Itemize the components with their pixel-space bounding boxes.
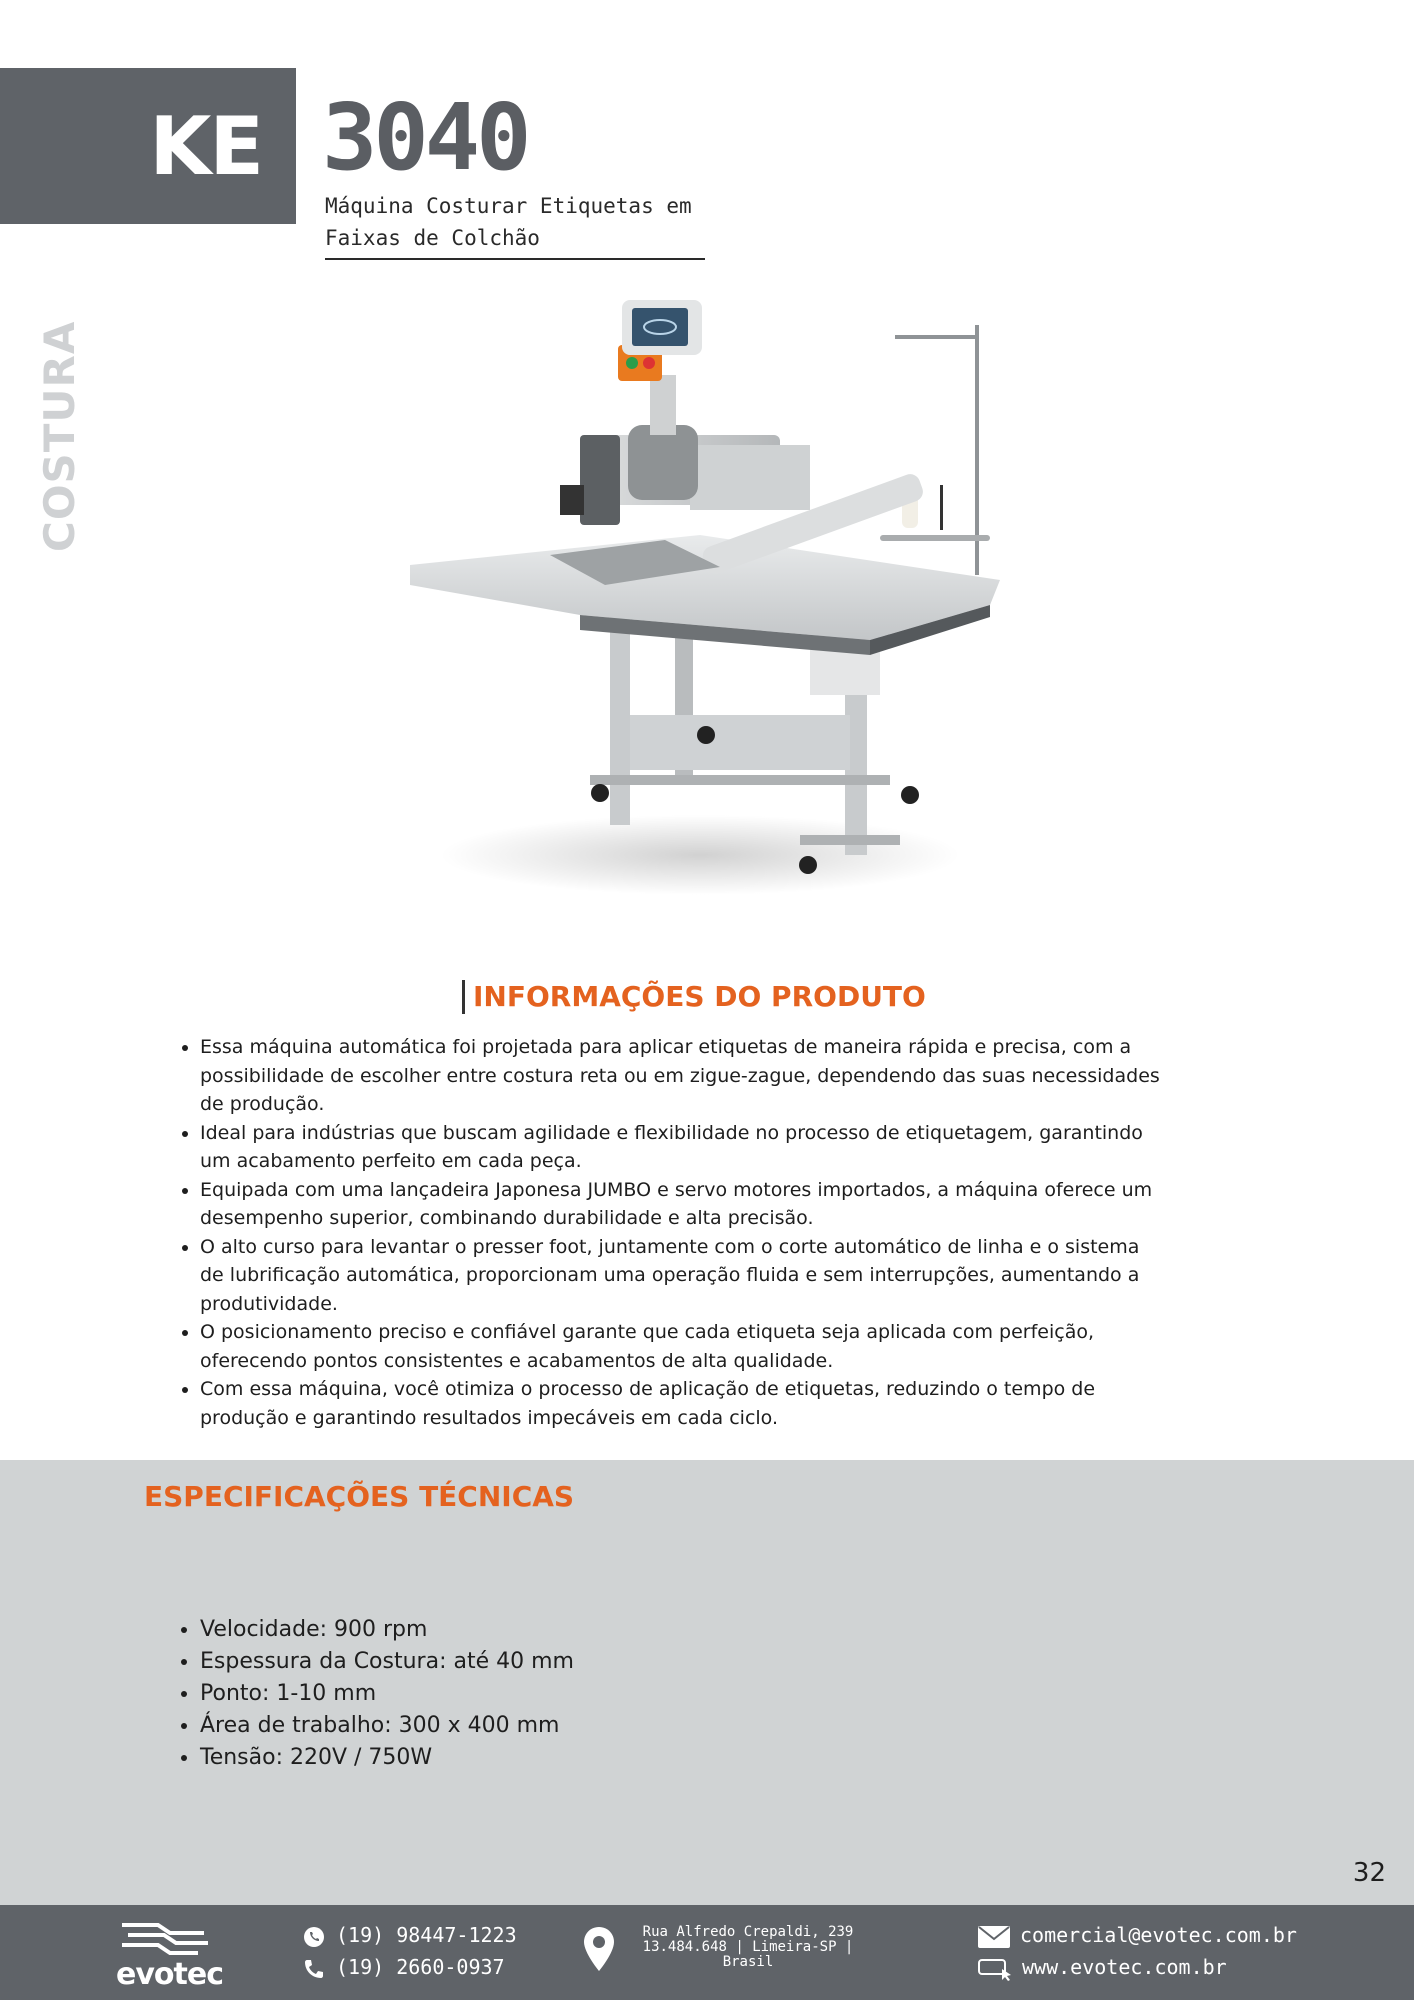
address-line-2: 13.484.648 | Limeira-SP | xyxy=(642,1939,854,1955)
page-number: 32 xyxy=(1352,1858,1386,1888)
list-item: • Área de trabalho: 300 x 400 mm xyxy=(200,1710,574,1742)
website-contact[interactable] xyxy=(978,1955,1227,1981)
address-line-1: Rua Alfredo Crepaldi, 239 xyxy=(642,1924,854,1940)
footer xyxy=(0,1905,1414,2000)
list-item: • O alto curso para levantar o presser foot, juntamente com o corte automático de linha e o sistema de lubrificação automática, proporcionam uma operação fluida e sem interrupções, aumentando a produtividade. xyxy=(200,1233,1160,1319)
brand-code: KE xyxy=(149,99,262,193)
product-info-list xyxy=(172,1033,1160,1432)
website-url: www.evotec.com.br xyxy=(1022,1955,1227,1979)
list-item: • Equipada com uma lançadeira Japonesa JUMBO e servo motores importados, a máquina oferece um desempenho superior, combinando durabilidade e alta precisão. xyxy=(200,1176,1160,1233)
address xyxy=(618,1925,878,1970)
model-number: 3040 xyxy=(322,84,528,191)
list-item: • Ponto: 1-10 mm xyxy=(200,1678,574,1710)
phone-contact[interactable] xyxy=(302,1955,505,1981)
list-item: • Tensão: 220V / 750W xyxy=(200,1742,574,1774)
whatsapp-icon xyxy=(302,1925,326,1949)
location-pin-icon xyxy=(584,1927,614,1971)
list-item: • Ideal para indústrias que buscam agilidade e flexibilidade no processo de etiquetagem, garantindo um acabamento perfeito em cada peça. xyxy=(200,1119,1160,1176)
address-line-3: Brasil xyxy=(722,1954,774,1970)
email-icon xyxy=(978,1926,1010,1948)
category-side-label: COSTURA xyxy=(35,320,84,552)
list-item: • Espessura da Costura: até 40 mm xyxy=(200,1646,574,1678)
specs-list xyxy=(172,1614,574,1774)
list-item: • Essa máquina automática foi projetada para aplicar etiquetas de maneira rápida e precisa, com a possibilidade de escolher entre costura reta ou em zigue-zague, dependendo das suas necessidades de produção. xyxy=(200,1033,1160,1119)
email-contact[interactable] xyxy=(978,1923,1297,1948)
whatsapp-number: (19) 98447-1223 xyxy=(336,1923,517,1947)
specs-heading: ESPECIFICAÇÕES TÉCNICAS xyxy=(144,1480,575,1513)
email-address: comercial@evotec.com.br xyxy=(1020,1923,1297,1947)
logo-text: evotec xyxy=(116,1957,223,1992)
whatsapp-contact[interactable] xyxy=(302,1923,517,1949)
brand-block xyxy=(0,68,296,224)
list-item: • Velocidade: 900 rpm xyxy=(200,1614,574,1646)
sewing-machine-image xyxy=(400,295,1020,915)
web-icon xyxy=(978,1957,1012,1981)
subtitle-line-2: Faixas de Colchão xyxy=(325,226,540,250)
subtitle-line-1: Máquina Costurar Etiquetas em xyxy=(325,194,692,218)
list-item: • Com essa máquina, você otimiza o processo de aplicação de etiquetas, reduzindo o tempo de produção e garantindo resultados impecáveis em cada ciclo. xyxy=(200,1375,1160,1432)
product-subtitle xyxy=(325,190,705,260)
product-info-heading: INFORMAÇÕES DO PRODUTO xyxy=(462,980,926,1014)
list-item: • O posicionamento preciso e confiável garante que cada etiqueta seja aplicada com perfeição, oferecendo pontos consistentes e acabamentos de alta qualidade. xyxy=(200,1318,1160,1375)
phone-icon xyxy=(302,1957,326,1981)
phone-number: (19) 2660-0937 xyxy=(336,1955,505,1979)
